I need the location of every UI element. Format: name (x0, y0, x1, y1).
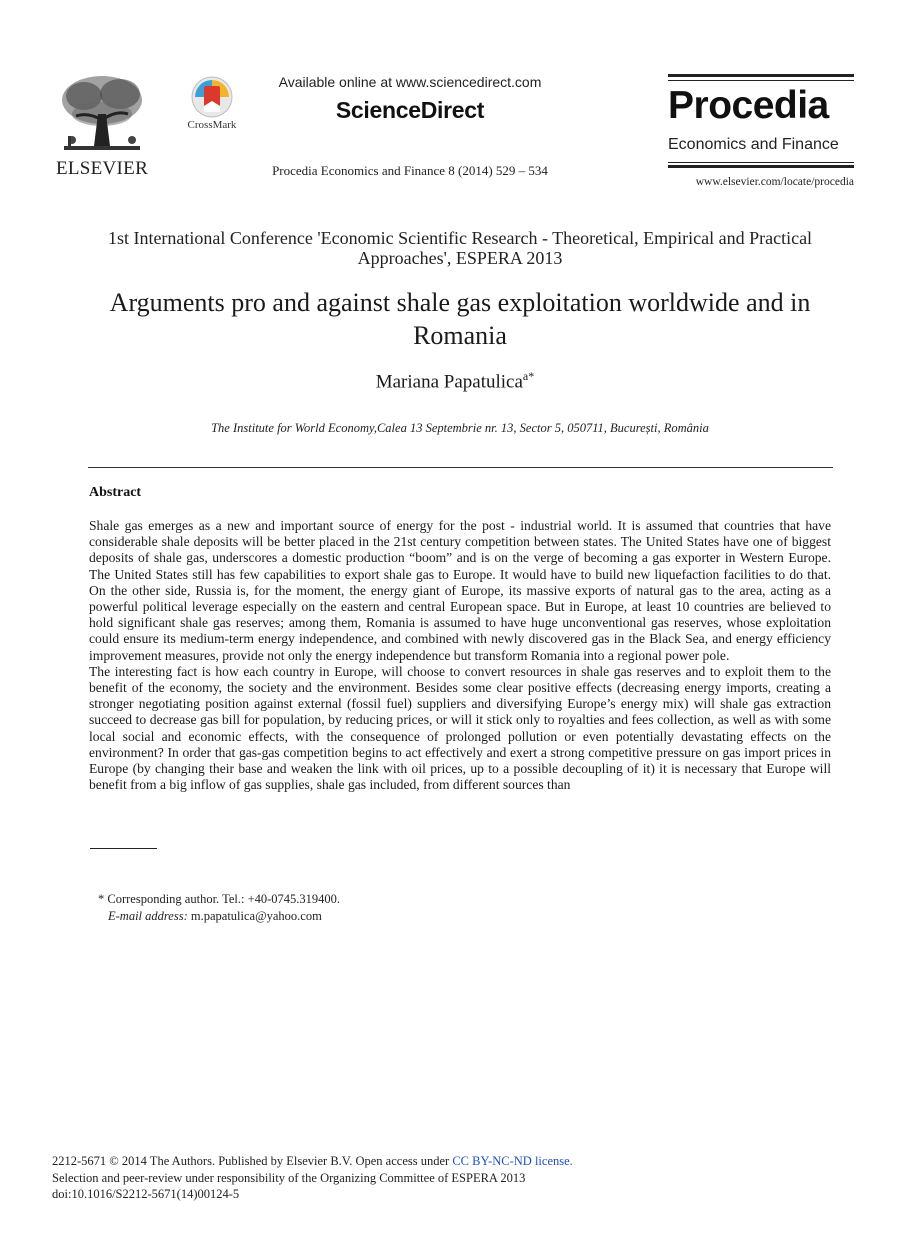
procedia-subtitle: Economics and Finance (668, 136, 839, 153)
crossmark-label: CrossMark (187, 119, 237, 131)
footnote (98, 891, 598, 924)
abstract-paragraph: Shale gas emerges as a new and important source of energy for the post - industrial world. It is assumed that countries that have considerable shale deposits will be better placed in the 21st century competition between states. The United States have one of biggest deposits of shale gas, underscores a domestic production “boom” and is on the verge of becoming a gas exporter in Western Europe. The United States still has few capabilities to export shale gas to Europe. It would have to build new liquefaction facilities to do that. On the other side, Russia is, for the moment, the energy giant of Europe, its massive exports of natural gas to the area, acting as a powerful political leverage especially on the eastern and central European space. But in Europe, at least 10 countries are believed to hold significant shale gas reserves; among them, Romania is assumed to have huge unconventional gas reserves, whose exploitation could ensure its medium-term energy independence, and combined with newly discovered gas in the Black Sea, and energy efficiency improvement measures, provide not only the energy independence but transform Romania into a regional power pole. (89, 518, 831, 663)
copyright-line (52, 1153, 852, 1170)
procedia-url[interactable]: www.elsevier.com/locate/procedia (695, 176, 854, 188)
masthead-rule-bottom (668, 165, 854, 168)
author-marks: a* (522, 369, 535, 383)
author-name: Mariana Papatulica (375, 371, 523, 393)
peer-review-line: Selection and peer-review under responsibility of the Organizing Committee of ESPERA 2013 (52, 1170, 526, 1185)
abstract-heading: Abstract (89, 485, 142, 500)
license-link[interactable]: CC BY-NC-ND license. (452, 1154, 573, 1168)
journal-reference: Procedia Economics and Finance 8 (2014) 529 – 534 (272, 163, 548, 178)
author-line (300, 369, 610, 393)
header-divider (88, 467, 833, 468)
doi-line: doi:10.1016/S2212-5671(14)00124-5 (52, 1187, 240, 1201)
masthead-rule-top (668, 74, 854, 77)
sciencedirect-brand: ScienceDirect (335, 97, 485, 123)
email-line (98, 908, 598, 925)
crossmark-icon (191, 76, 233, 118)
masthead-rule-thin (668, 80, 854, 81)
affiliation: The Institute for World Economy,Calea 13 Septembrie nr. 13, Sector 5, 050711, București, România (211, 421, 709, 435)
copyright-text: 2212-5671 © 2014 The Authors. Published by Elsevier B.V. Open access under (52, 1154, 453, 1168)
elsevier-tree-icon (58, 74, 146, 156)
masthead-rule-mid (668, 162, 854, 163)
corresponding-author: * Corresponding author. Tel.: +40-0745.319400. (98, 892, 341, 906)
crossmark-badge[interactable] (182, 76, 242, 134)
email-label: E-mail address: (108, 908, 188, 923)
footnote-rule (90, 848, 157, 849)
email-address[interactable]: m.papatulica@yahoo.com (190, 908, 322, 923)
available-online-text: Available online at www.sciencedirect.com (278, 74, 542, 90)
elsevier-logo (52, 74, 152, 180)
elsevier-wordmark: ELSEVIER (55, 158, 149, 179)
abstract-paragraph: The interesting fact is how each country in Europe, will choose to convert resources in shale gas reserves and to exploit them to the benefit of the economy, the society and the environment. Besides some clear positive effects (decreasing energy imports, creating a stronger negotiating position against external (fossil fuel) suppliers and diversifying Europe’s energy mix) will shale gas extraction succeed to decrease gas bill for population, by reducing prices, or will it stick only to royalties and fees collection, as well as with some local social and economic effects, with the consequence of prolonged pollution or even potentially devastating effects on the environment? In order that gas-gas competition begins to act effectively and exert a strong competitive pressure on gas import prices in Europe (by changing their base and weaken the link with oil prices, up to a possible decoupling of it) it is necessary that Europe will benefit from a big inflow of gas supplies, shale gas included, from different sources than (89, 663, 831, 793)
conference-name: 1st International Conference 'Economic Scientific Research - Theoretical, Empirical and Practical Approaches', ESPERA 2013 (107, 228, 813, 268)
procedia-title: Procedia (668, 84, 829, 127)
abstract-body (89, 518, 831, 793)
publication-meta (52, 1153, 852, 1203)
procedia-masthead (668, 74, 854, 190)
article-title: Arguments pro and against shale gas exploitation worldwide and in Romania (109, 288, 811, 350)
